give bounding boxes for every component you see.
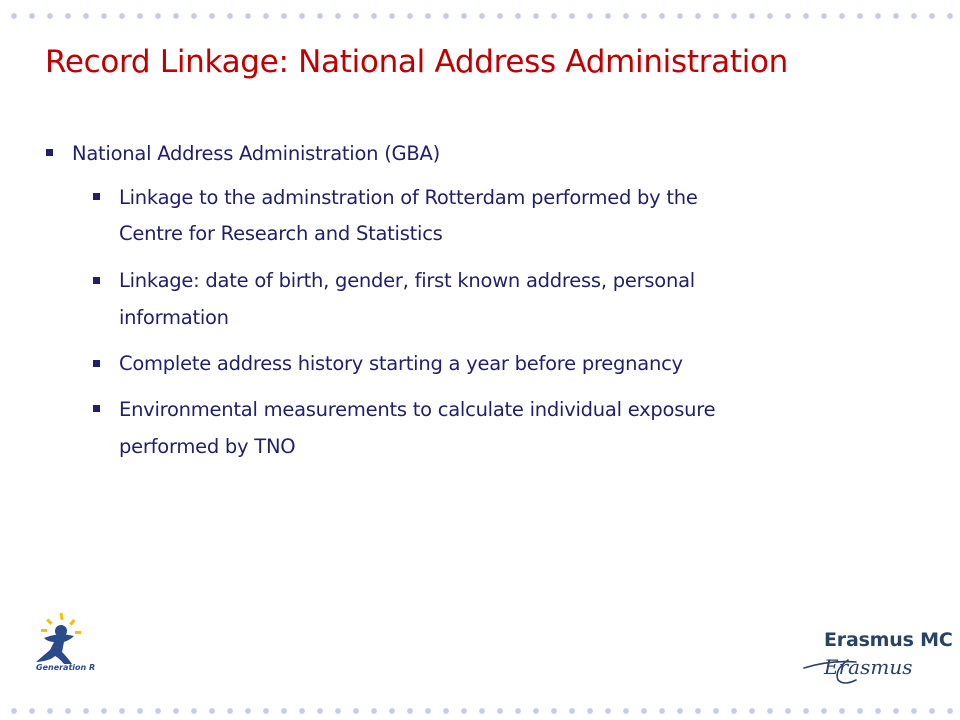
bullet-line: Environmental measurements to calculate individual exposure [119,398,716,421]
erasmus-signature-icon [800,650,950,690]
bullet-line: Complete address history starting a year before pregnancy [119,352,683,375]
svg-text:Erasmus: Erasmus [824,655,913,679]
bullet-line: Centre for Research and Statistics [119,222,443,245]
top-dotted-border [0,12,960,20]
bullet-marker [46,149,53,156]
sub-bullet-marker [93,360,100,367]
generation-r-figure-icon [28,612,128,672]
sub-bullet-marker [93,405,100,412]
erasmus-mc-logo [800,626,953,691]
slide-title: Record Linkage: National Address Administration [45,44,789,80]
bullet-line: Linkage: date of birth, gender, first known address, personal [119,269,695,292]
bottom-dotted-border [0,707,960,715]
erasmus-mc-wordmark: Erasmus MC [824,629,953,651]
bullet-line: Linkage to the adminstration of Rotterdam performed by the [119,186,698,209]
generation-r-wordmark: Generation R [36,663,96,672]
bullet-line: National Address Administration (GBA) [72,142,440,165]
bullet-line: information [119,306,229,329]
generation-r-logo [28,612,128,672]
bullet-line: performed by TNO [119,435,296,458]
sub-bullet-marker [93,193,100,200]
sub-bullet-marker [93,277,100,284]
